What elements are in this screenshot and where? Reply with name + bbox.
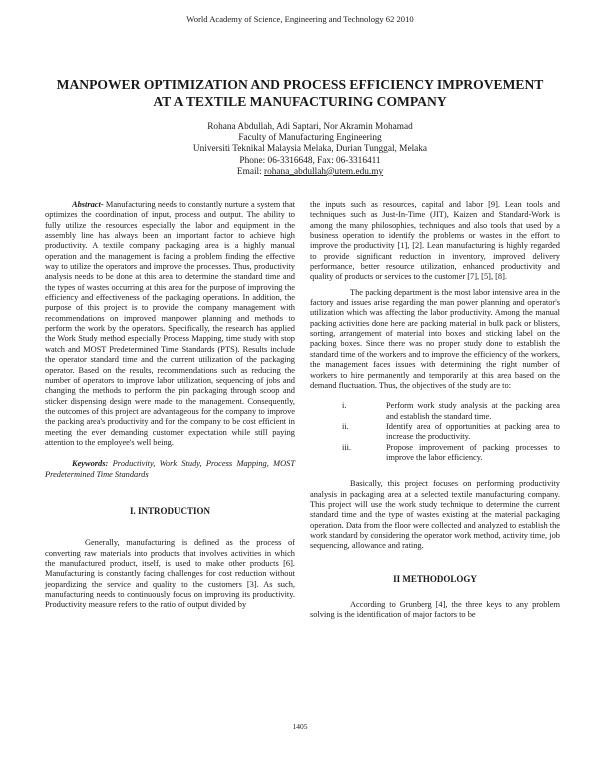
right-column xyxy=(310,200,560,621)
objective-text: Propose improvement of packing processes to improve the labor efficiency. xyxy=(386,442,560,462)
journal-header: World Academy of Science, Engineering and Technology 62 2010 xyxy=(186,14,414,24)
keywords-label: Keywords: xyxy=(72,459,109,469)
objective-number: ii. xyxy=(342,421,349,431)
intro-paragraph-1-continued: the inputs such as resources, capital and labor [9]. Lean tools and techniques such as Just-In-Time (JIT), Kaizen and Standard-Work is among the many philosophies, techniques and also tools that used by a business operation to identify the problems or wastes in the effort to improve the productivity [1], [2]. Lean manufacturing is highly regarded to provide significant reduction in inventory, improved delivery performance, better resource utilization, enhanced productivity and quality of products or services to the customer [7], [5], [8]. xyxy=(310,200,560,282)
intro-paragraph-1: Generally, manufacturing is defined as the process of converting raw materials into products that involves activities in which the manufactured product, itself, is used to make other products [6]. Manufacturing is constantly facing challenges for cost reduction without jeopardizing the service and quality to the customers [3]. As such, manufacturing needs to continuously focus on improving its productivity. Productivity measure refers to the ratio of output divided by xyxy=(45,538,295,610)
contact-phone: Phone: 06-3316648, Fax: 06-3316411 xyxy=(239,155,381,166)
objective-text: Perform work study analysis at the packing area and establish the standard time. xyxy=(386,401,560,421)
affiliation-faculty: Faculty of Manufacturing Engineering xyxy=(238,133,382,144)
section-heading-introduction: I. INTRODUCTION xyxy=(129,505,210,516)
affiliation-university: Universiti Teknikal Malaysia Melaka, Durian Tunggal, Melaka xyxy=(192,144,428,155)
objective-item xyxy=(310,422,560,443)
email-link[interactable]: rohana_abdullah@utem.edu.my xyxy=(264,166,384,177)
objective-text: Identify area of opportunities at packing area to increase the productivity. xyxy=(386,421,560,442)
keywords-text: Productivity, Work Study, Process Mapping, MOST Predetermined Time Standards xyxy=(45,459,295,479)
author-block xyxy=(120,122,500,178)
page-number: 1405 xyxy=(292,722,308,731)
section-heading-methodology: II METHODOLOGY xyxy=(393,573,477,584)
authors: Rohana Abdullah, Adi Saptari, Nor Akramin Mohamad xyxy=(207,122,413,132)
objective-item xyxy=(310,401,560,422)
objectives-list xyxy=(310,401,560,463)
keywords xyxy=(45,459,295,480)
objective-number: iii. xyxy=(342,442,352,452)
email-label: Email: xyxy=(236,166,265,177)
abstract-label: Abstract- xyxy=(72,200,104,209)
left-column xyxy=(45,200,295,611)
title-line-1: MANPOWER OPTIMIZATION AND PROCESS EFFICIENCY IMPROVEMENT xyxy=(56,77,544,92)
intro-paragraph-3: Basically, this project focuses on performing productivity analysis in packaging area at a selected textile manufacturing company. This project will use the work study technique to determine the current standard time and the type of wastes existing at the material packaging operation. Data from the floor were collected and analyzed to establish the work standard by considering the operator work method, activity time, job sequencing, allowance and rating. xyxy=(310,479,560,551)
intro-paragraph-2: The packing department is the most labor intensive area in the factory and issues arise regarding the man power planning and operator's utilization which was affecting the labor productivity. Among the manual packing activities done here are packing material in bulk pack or blisters, sorting, arrangement of material into boxes and sticking label on the packing boxes. Since there was no proper study done to establish the standard time of the workers and to improve the efficiency of the workers, the management faces issues with determining the right number of workers to hire permanently and temporarily at this area based on the demand fluctuation. Thus, the objectives of the study are to: xyxy=(310,287,560,390)
title-line-2: AT A TEXTILE MANUFACTURING COMPANY xyxy=(153,94,447,109)
objective-number: i. xyxy=(342,401,347,411)
objective-item xyxy=(310,443,560,464)
contact-email xyxy=(120,167,500,178)
abstract-text: Manufacturing needs to constantly nurture a system that optimizes the coordination of input, process and output. The ability to fully utilize the resources especially the labor and equipment in the assembly line has always been an important factor to achieve high productivity. A textile company packaging area is a highly manual operation and the management is facing a problem finding the effective way to utilize the operators and improve the processes. Thus, productivity analysis needs to be done at this area to determine the standard time and the types of wastes occurring at this area for the purpose of improving the efficiency and effectiveness of the packaging operations. In addition, the purpose of this project is to provide the company management with recommendations on improved manpower planning and methods to perform the work by the operators. Specifically, the research has applied the Work Study method especially Process Mapping, time study with stop watch and MOST Predetermined Time Standards (PTS). Results include the operator standard time and the current utilization of the packaging operator. Based on the results, recommendations such as reducing the number of operators to improve labor utilization, sequencing of jobs and changing the methods to perform the pin packaging through scoop and sticker dispensing design were made to the management. Consequently, the outcomes of this project are advantageous for the company to improve the packing area's productivity and for the company to be cost efficient in meeting the ever demanding customer expectation while still paying attention to the employee's well being. xyxy=(45,200,295,447)
abstract xyxy=(45,200,295,448)
methodology-paragraph-1: According to Grunberg [4], the three keys to any problem solving is the identification of major factors to be xyxy=(310,600,560,620)
paper-title xyxy=(40,76,560,110)
